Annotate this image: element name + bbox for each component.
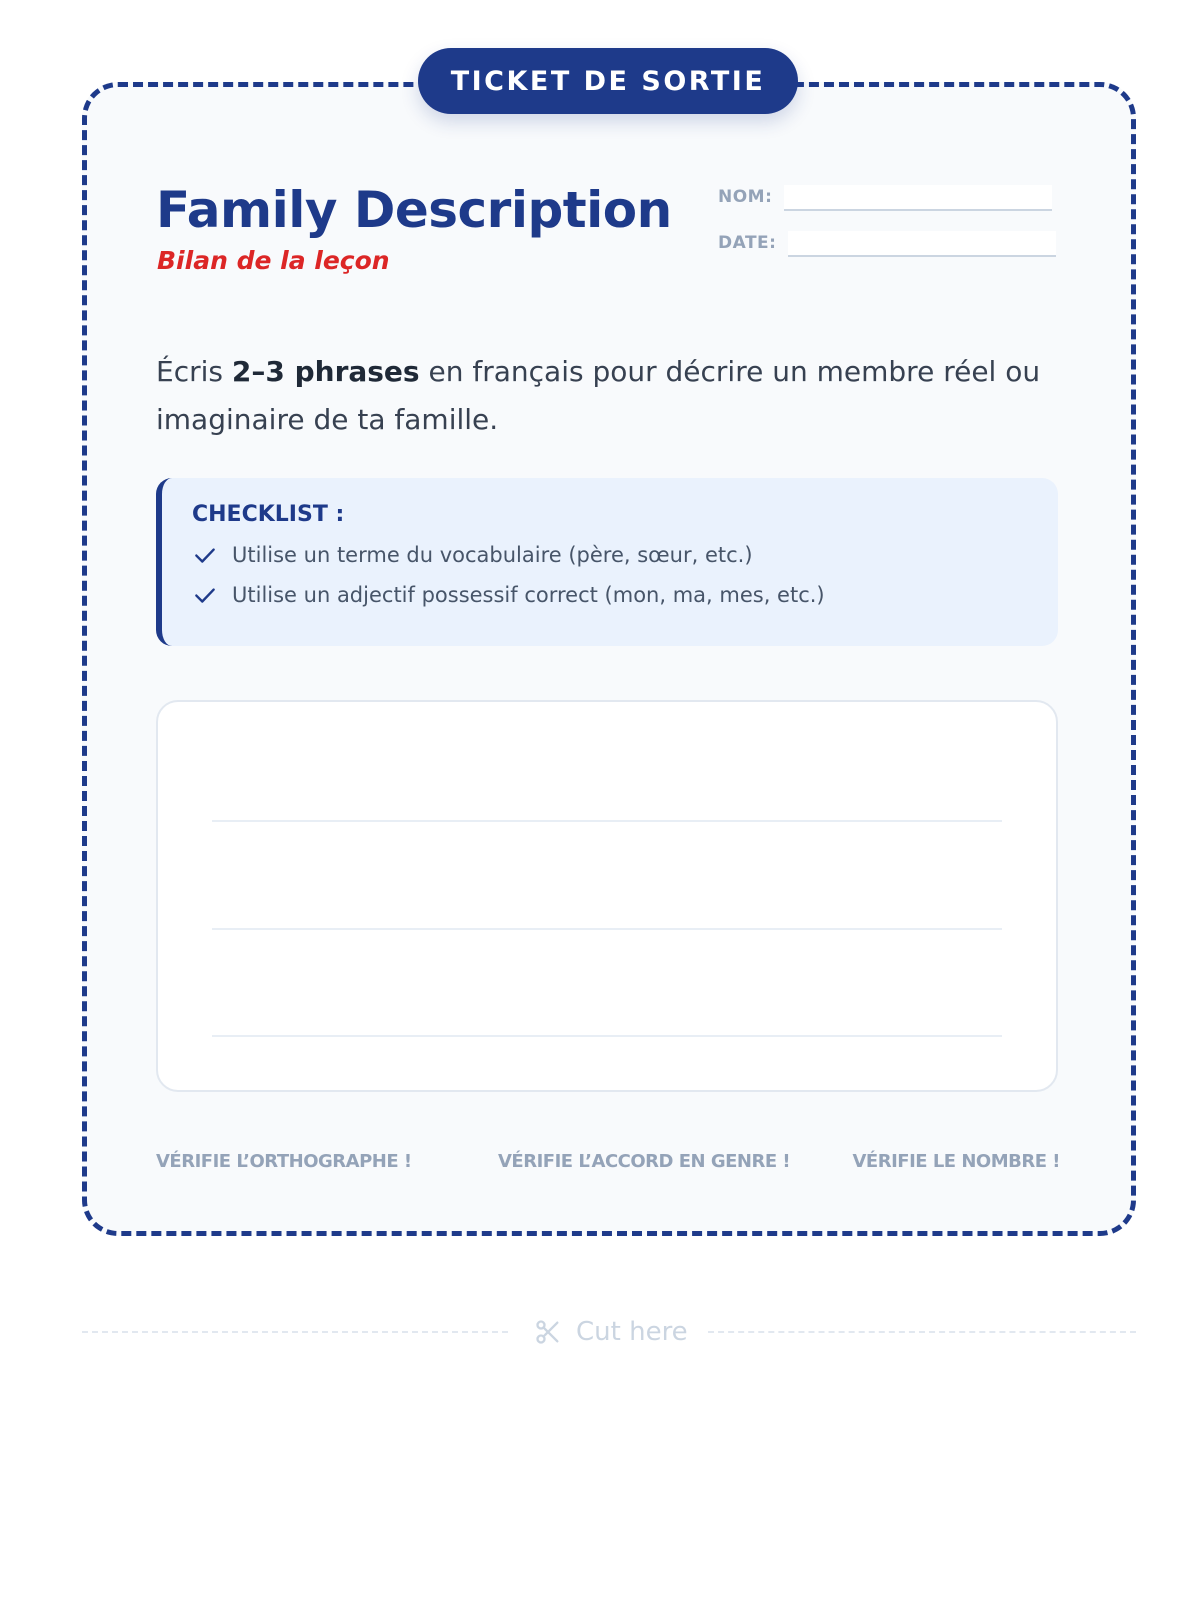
tip-spelling: VÉRIFIE L’ORTHOGRAPHE !	[156, 1151, 412, 1172]
ticket-label-badge: TICKET DE SORTIE	[418, 48, 798, 114]
checklist-item-label: Utilise un terme du vocabulaire (père, sœur, etc.)	[232, 543, 753, 567]
name-field-row	[718, 181, 1052, 211]
cut-here-guide	[534, 1313, 688, 1351]
page-title: Family Description	[156, 181, 672, 239]
date-field[interactable]	[788, 231, 1056, 257]
checklist-item	[192, 535, 1028, 575]
date-field-row	[718, 227, 1056, 257]
answer-line	[212, 820, 1002, 822]
check-icon	[192, 582, 218, 608]
tip-gender-agreement: VÉRIFIE L’ACCORD EN GENRE !	[498, 1151, 791, 1172]
instructions-emphasis: 2–3 phrases	[231, 355, 420, 388]
instructions-before: Écris	[156, 355, 232, 388]
check-icon	[192, 542, 218, 568]
instructions-text	[156, 348, 1056, 444]
answer-writing-area[interactable]	[156, 700, 1058, 1092]
checklist-item	[192, 575, 1028, 615]
checklist-title: CHECKLIST :	[192, 502, 345, 527]
cut-line-left	[82, 1331, 508, 1333]
name-field[interactable]	[784, 185, 1052, 211]
answer-line	[212, 1035, 1002, 1037]
scissors-icon	[534, 1318, 562, 1346]
name-label: NOM:	[718, 187, 773, 207]
checklist-panel	[156, 478, 1058, 646]
checklist-item-label: Utilise un adjectif possessif correct (mon, ma, mes, etc.)	[232, 583, 825, 607]
tip-number-agreement: VÉRIFIE LE NOMBRE !	[852, 1151, 1060, 1172]
instructions-after: en français pour décrire un membre réel ou imaginaire de ta famille.	[156, 355, 1041, 436]
lesson-subtitle: Bilan de la leçon	[157, 246, 390, 275]
cut-here-label: Cut here	[576, 1317, 688, 1347]
cut-line-right	[708, 1331, 1136, 1333]
answer-line	[212, 928, 1002, 930]
date-label: DATE:	[718, 233, 777, 253]
proofreading-tips	[156, 1151, 1060, 1177]
